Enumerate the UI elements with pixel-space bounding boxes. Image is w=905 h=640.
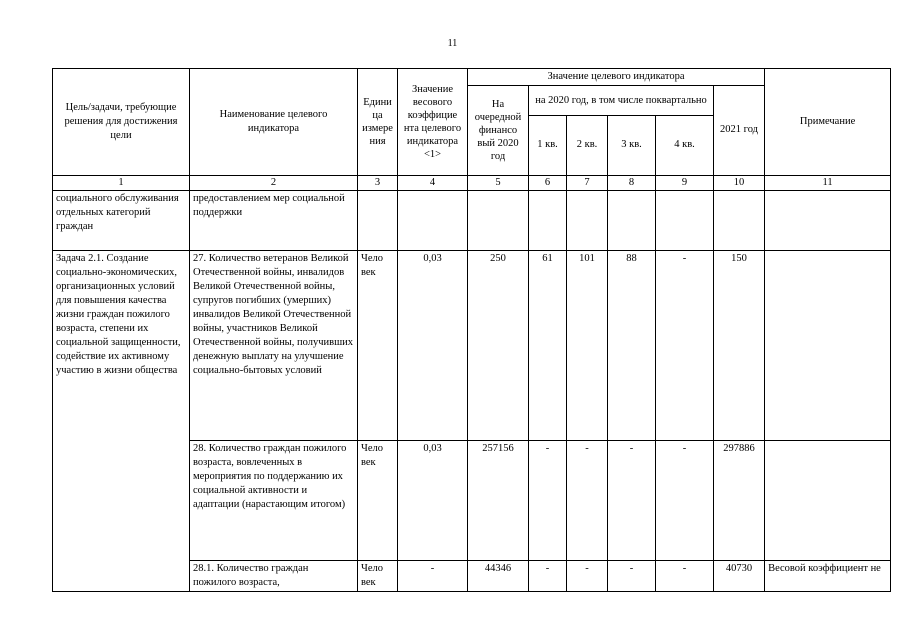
note-cell xyxy=(765,250,891,440)
unit-cell: Чело век xyxy=(358,250,398,440)
q1-cell: - xyxy=(529,560,567,591)
fy2020-cell: 250 xyxy=(468,250,529,440)
weight-cell: 0,03 xyxy=(398,440,468,560)
weight-cell: - xyxy=(398,560,468,591)
header-unit: Едини ца измере ния xyxy=(358,69,398,176)
goal-cell: социального обслуживания отдельных категорий граждан xyxy=(53,190,190,250)
q4-cell: - xyxy=(656,250,714,440)
q3-cell: - xyxy=(608,560,656,591)
goal-cell: Задача 2.1. Создание социально-экономических, организационных условий для повышения качества жизни граждан пожилого возраста, степени их социальной защищенности, содействие их активному участию в жизни общества xyxy=(53,250,190,591)
header-q4: 4 кв. xyxy=(656,115,714,175)
column-number: 6 xyxy=(529,175,567,190)
indicator-table xyxy=(52,68,891,592)
column-number: 4 xyxy=(398,175,468,190)
column-number: 2 xyxy=(190,175,358,190)
q1-cell xyxy=(529,190,567,250)
q4-cell: - xyxy=(656,560,714,591)
weight-cell xyxy=(398,190,468,250)
header-q1: 1 кв. xyxy=(529,115,567,175)
note-cell: Весовой коэффициент не xyxy=(765,560,891,591)
header-weight: Значение весового коэффицие нта целевого индикатора <1> xyxy=(398,69,468,176)
unit-cell: Чело век xyxy=(358,560,398,591)
q3-cell xyxy=(608,190,656,250)
header-target-value: Значение целевого индикатора xyxy=(468,69,765,86)
column-number: 7 xyxy=(567,175,608,190)
header-note: Примечание xyxy=(765,69,891,176)
header-2021: 2021 год xyxy=(714,85,765,175)
y2021-cell: 297886 xyxy=(714,440,765,560)
q2-cell: - xyxy=(567,560,608,591)
note-cell xyxy=(765,190,891,250)
q1-cell: 61 xyxy=(529,250,567,440)
indicator-cell: 28.1. Количество граждан пожилого возраста, xyxy=(190,560,358,591)
column-number: 9 xyxy=(656,175,714,190)
table-row xyxy=(53,250,891,440)
fy2020-cell: 257156 xyxy=(468,440,529,560)
y2021-cell: 40730 xyxy=(714,560,765,591)
q2-cell: - xyxy=(567,440,608,560)
q3-cell: - xyxy=(608,440,656,560)
header-row-1 xyxy=(53,69,891,86)
note-cell xyxy=(765,440,891,560)
column-number: 8 xyxy=(608,175,656,190)
column-number: 5 xyxy=(468,175,529,190)
q2-cell xyxy=(567,190,608,250)
column-number: 3 xyxy=(358,175,398,190)
page-number: 11 xyxy=(447,38,458,49)
column-number: 10 xyxy=(714,175,765,190)
header-goal: Цель/задачи, требующие решения для достижения цели xyxy=(53,69,190,176)
header-q3: 3 кв. xyxy=(608,115,656,175)
q2-cell: 101 xyxy=(567,250,608,440)
y2021-cell xyxy=(714,190,765,250)
q1-cell: - xyxy=(529,440,567,560)
fy2020-cell xyxy=(468,190,529,250)
weight-cell: 0,03 xyxy=(398,250,468,440)
indicator-cell: 28. Количество граждан пожилого возраста, вовлеченных в мероприятия по поддержанию их социальной активности и адаптации (нарастающим итогом) xyxy=(190,440,358,560)
header-indicator-name: Наименование целевого индикатора xyxy=(190,69,358,176)
q3-cell: 88 xyxy=(608,250,656,440)
indicator-cell: предоставлением мер социальной поддержки xyxy=(190,190,358,250)
q4-cell: - xyxy=(656,440,714,560)
unit-cell xyxy=(358,190,398,250)
unit-cell: Чело век xyxy=(358,440,398,560)
header-q2: 2 кв. xyxy=(567,115,608,175)
y2021-cell: 150 xyxy=(714,250,765,440)
column-number: 11 xyxy=(765,175,891,190)
q4-cell xyxy=(656,190,714,250)
column-number-row xyxy=(53,175,891,190)
header-fy2020: На очередной финансо вый 2020 год xyxy=(468,85,529,175)
indicator-cell: 27. Количество ветеранов Великой Отечественной войны, инвалидов Великой Отечественной войны, супругов погибших (умерших) инвалидов Великой Отечественной войны, участников Великой Отечественной войны, получивших денежную выплату на улучшение социально-бытовых условий xyxy=(190,250,358,440)
fy2020-cell: 44346 xyxy=(468,560,529,591)
column-number: 1 xyxy=(53,175,190,190)
table-row xyxy=(53,190,891,250)
header-quarterly: на 2020 год, в том числе поквартально xyxy=(529,85,714,115)
